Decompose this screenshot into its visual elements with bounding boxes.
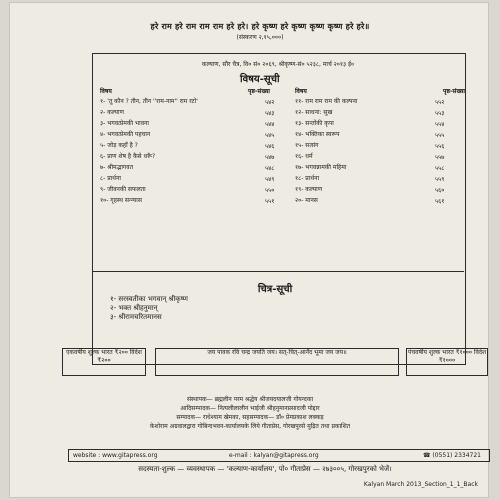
website-link[interactable]: website : www.gitapress.org: [73, 452, 158, 459]
right-page-number: ५५९: [435, 176, 445, 183]
left-page-number: ५४९: [265, 176, 275, 183]
chitra-title: चित्र-सूची: [257, 284, 293, 295]
subscription-left: एकवर्षीय शुल्क भारत ₹२०० विदेश ₹२००: [62, 348, 146, 376]
left-item: ६- प्राण शेष है कैसे धरूँ?: [100, 153, 156, 160]
right-page-number: ५५३: [435, 110, 445, 117]
right-page-number: ५५५: [435, 132, 445, 139]
chitra-section: [110, 281, 440, 322]
chitra-line: १- सरस्वतीका भगवान् श्रीकृष्ण: [110, 295, 188, 303]
left-subject-header: विषय: [100, 88, 112, 95]
chitra-line: २- भक्त श्रीहनुमान्: [110, 304, 158, 312]
footer-line: केशोराम अग्रवालद्वारा गोबिन्दभवन-कार्यालयके लिये गीताप्रेस, गोरखपुरसे मुद्रित तथा प्रकाशित: [149, 423, 351, 430]
email-link[interactable]: e-mail : kalyan@gitapress.org: [229, 452, 319, 459]
left-item: ७- श्रीमद्भागवत: [100, 164, 134, 171]
left-item: २- कल्याण: [100, 109, 124, 116]
right-page-number: ५५२: [435, 99, 445, 106]
right-item: ११- राम राम राम की कल्पना: [295, 98, 358, 105]
document-page: [10, 3, 488, 497]
left-item: १- 'तू कौन ? तीन, तीन ''राम-नाम'' राम रटो': [100, 98, 198, 105]
issue-line: कल्याण, सौर चैत्र, वि० सं० २०६९, श्रीकृष्ण-सं० ५२३८, मार्च २०१३ ई०: [201, 61, 355, 68]
left-page-number: ५४२: [265, 99, 275, 106]
left-item: ५- जोड़ कहाँ है ?: [100, 142, 138, 149]
right-page-header: पृष्ठ-संख्या: [442, 88, 465, 95]
back-label: Kalyan March 2013_Section_1_1_Back: [363, 481, 478, 488]
right-item: १९- कल्याण: [295, 186, 323, 193]
contact-bar: [68, 449, 490, 462]
footer-block: [70, 395, 430, 431]
right-item: १६- धर्म: [295, 153, 313, 160]
left-page-number: ५४४: [265, 121, 275, 128]
left-page-number: ५५१: [265, 198, 275, 205]
footer-line: आदिसम्पादक— नित्यलीलालीन भाईजी श्रीहनुमानप्रसादजी पोद्दार: [180, 405, 320, 412]
right-page-number: ५५८: [435, 165, 445, 172]
right-item: १३- सन्तोंकी कृपा: [295, 120, 334, 127]
left-item: ९- जीवनकी सफलता: [100, 186, 146, 193]
right-page-number: ५६०: [435, 187, 445, 194]
chitra-line: ३- श्रीरामचरितमानस: [110, 313, 162, 321]
left-page-number: ५४६: [265, 143, 275, 150]
left-item: ८- प्रार्थना: [100, 175, 121, 182]
phone-number: ☎ (0551) 2334721: [423, 452, 481, 459]
left-column-header: [100, 87, 270, 95]
right-item: २०- मानस: [295, 197, 318, 204]
right-column-header: [295, 87, 465, 95]
left-page-number: ५५०: [265, 187, 275, 194]
right-item: १२- साधना: सुख: [295, 109, 333, 116]
right-page-number: ५६१: [435, 198, 445, 205]
left-item: ४- भगवत्प्रेमकी पहचान: [100, 131, 151, 138]
right-page-number: ५५६: [435, 143, 445, 150]
divider: [92, 271, 464, 272]
right-item: १७- भगवन्नामकी महिमा: [295, 164, 347, 171]
right-item: १४- भक्तिका स्वरूप: [295, 131, 340, 138]
footer-line: सम्पादक— राधेश्याम खेमका, सहसम्पादक— डॉ० प्रेमप्रकाश लक्कड़: [176, 414, 324, 421]
left-page-number: ५४८: [265, 165, 275, 172]
right-page-number: ५५४: [435, 121, 445, 128]
mantra-line: हरे राम हरे राम राम राम हरे हरे। हरे कृष्ण हरे कृष्ण कृष्ण कृष्ण हरे हरे॥: [150, 22, 370, 31]
right-subject-header: विषय: [295, 88, 307, 95]
right-item: १५- सत्संग: [295, 142, 319, 149]
samvat-line: (संस्करण २,१५,०००): [236, 34, 284, 41]
address-line: सदस्यता-शुल्क — व्यवस्थापक — 'कल्याण-कार्यालय', पो० गीताप्रेस — २७३००५, गोरखपुरको भेजें।: [138, 465, 392, 473]
left-page-header: पृष्ठ-संख्या: [247, 88, 270, 95]
right-item: १८- प्रार्थना: [295, 175, 319, 182]
footer-line: संस्थापक— ब्रह्मलीन परम श्रद्धेय श्रीजयदयालजी गोयन्दका: [186, 396, 313, 403]
left-page-number: ५४७: [265, 154, 275, 161]
left-page-number: ५४३: [265, 110, 275, 117]
left-item: १०- गृहस्थ सन्न्यास: [100, 197, 142, 204]
subscription-right: पंचवर्षीय शुल्क भारत ₹१००० विदेश ₹१०००: [406, 348, 488, 376]
index-title: विषय-सूची: [240, 74, 280, 85]
right-page-number: ५५७: [435, 154, 445, 161]
left-page-number: ५४५: [265, 132, 275, 139]
jay-box: जय पावक रवि चन्द्र जयति जय। सत्-चित्-आनँद भूमा जय जय॥: [155, 348, 399, 376]
left-item: ३- भगवत्प्रेमकी भावना: [100, 120, 149, 127]
